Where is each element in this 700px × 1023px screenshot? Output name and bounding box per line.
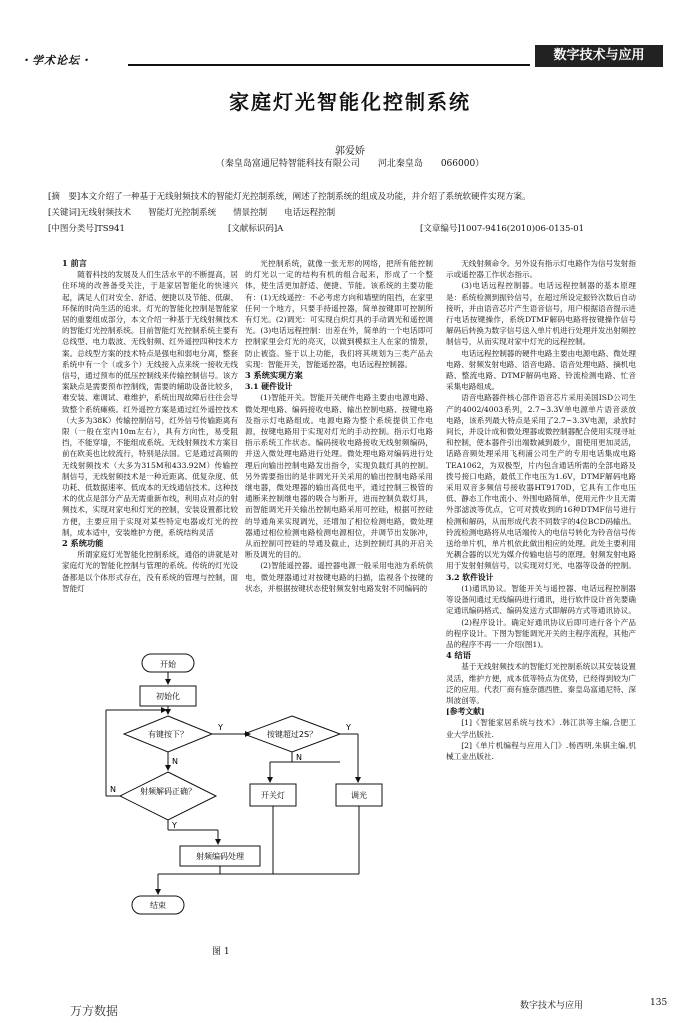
heading-hardware: 3.1 硬件设计 xyxy=(245,382,293,392)
paragraph: 随着科技的发展及人们生活水平的不断提高，居住环境的改善备受关注，于是家居智能化的快速兴起，满足人们对安全、舒适、便捷以及节能、低碳、环保的时尚生活的追求。灯光的智能化控制是智能家居的重要组成部分，本文介绍一种基于无线射频技术的智能灯光控制系统。目前智能灯光控制系统主要有总线型、电力载波、无线射频、红外遥控四种技术方案。总线型方案的技术特点是强电和弱电分离，整套系统中有一个（或多个）无线接入点来统一接收无线信号，通过预布的低压控制线来传输控制信号。该方案缺点是需要预布控制线，需要的辅助设备比较多，难安装、难调试、难维护，系统出现故障后往往会导致整个系统瘫痪。红外遥控方案是通过红外遥控技术（大多为38K）传输控制信号，红外信号传输距离有限（一般在室内10m左右），具有方向性，易受阻挡，不能穿墙，不能组成系统。无线射频技术方案目前在欧美也比较流行，特别是法国。它是通过高频的无线射频技术（大多为315M和433.92M）传输控制信号，无线射频技术是一种近距离、低复杂度、低功耗、低数据速率、低成本的无线通信技术。这种技术的优点是部分产品无需重新布线，利用点对点的射频技术，实现对家电和灯光的控制，安装设置都比较方便，主要应用于实现对某些特定电器或灯光的控制，成本适中，安装维护方便，系统结构灵活 xyxy=(62,270,238,537)
paragraph: 无线射频命令。另外设有指示灯电路作为信号发射指示或遥控器工作状态指示。 xyxy=(446,259,636,280)
start-label: 开始 xyxy=(160,660,176,669)
paragraph: (2)智能遥控器。遥控器电源一般采用电池为系统供电，微处理器通过对按键电路的扫描，监视各个按键的状态，并根据按键状态使射频发射电路发射不同编码的 xyxy=(245,561,433,593)
key-held-label: 按键超过2S？ xyxy=(266,730,318,739)
clc-number: [中图分类号]TS941 xyxy=(48,224,125,234)
heading-references: [参考文献] xyxy=(446,707,485,717)
init-label: 初始化 xyxy=(156,692,180,701)
affiliation: （秦皇岛富通尼特智能科技有限公司 河北秦皇岛 066000） xyxy=(215,159,485,169)
heading-conclusion: 4 结语 xyxy=(446,650,471,661)
heading-software: 3.2 软件设计 xyxy=(446,572,494,582)
header-rule xyxy=(128,64,530,66)
heading-functions: 2 系统功能 xyxy=(62,538,104,549)
abstract: [摘 要]本文介绍了一种基于无线射频技术的智能灯光控制系统，阐述了控制系统的组成及功能，并介绍了系统软硬件实现方案。 xyxy=(48,192,531,202)
paragraph: 基于无线射频技术的智能灯光控制系统以其安装设置灵活，维护方便，成本低等特点为优势，已经得到较为广泛的应用。代表厂商有施奈德西胜、秦皇岛富通尼特、深圳波创等。 xyxy=(446,662,636,705)
rf-process-label: 射频编码处理 xyxy=(196,852,244,861)
column-1 xyxy=(62,258,238,650)
flowchart-figure xyxy=(100,650,440,950)
yes-label: Y xyxy=(346,723,351,732)
yes-label: Y xyxy=(172,821,177,830)
page-number: 135 xyxy=(650,998,668,1008)
paragraph: 语音电路器件核心部件语音芯片采用美国ISD公司生产的4002/4003系列，2.7~3.3V单电源单片语音录放电路，该系列最大特点是采用了2.7~3.3V电源，录放时间长，并设计成和微处理器或微控制器配合使用实现寻址和控制，使本器件引出端数减到最少，面使用更加灵活，话路音频处理采用飞利浦公司生产的专用电话集成电路TEA1062，为双极型，片内包含通话所需的全部电路及拨号接口电路，最低工作电压为1.6V，DTMF解码电路采用双音多频信号接收器HT9170D，它具有工作电压低、静态工作电流小、外围电路简单，使用元件少且无需外部滤波等优点，它可对拨收到的16种DTMF信号进行检测和解码，从而形成代表不同数字的4位BCD码输出。铃流检测电路将从电话端传入的电信号转化为铃音信号传送给单片机，单片机依此做出相应的处理。此处主要利用光耦合器的以光为媒介传输电信号的原理。射频发射电路用于发射射频信号，以实现对灯光、电器等设备的控制。 xyxy=(446,393,636,571)
paragraph: (2)程序设计。确定好通讯协议后即可进行各个产品的程序设计。下图为智能调光开关的主程序流程，其他产品的程序不再一一介绍(图1)。 xyxy=(446,617,636,649)
keywords: [关键词]无线射频技术 智能灯光控制系统 情景控制 电话远程控制 xyxy=(48,208,336,218)
decode-label: 射频解码正确？ xyxy=(140,787,196,796)
heading-introduction: 1 前言 xyxy=(62,258,87,268)
paragraph: (1)智能开关。智能开关硬件电路主要由电源电路、微处理电路、编码接收电路、输出控制电路、按键电路及指示灯电路组成。电源电路为整个系统提供工作电源，按键电路用于实现对灯光的手动控制。指示灯电路指示系统工作状态。编码接收电路接收无线射频编码，并送入微处理电路进行处理。微处理电路对编码进行处理后向输出控制电路发出指令，实现负载灯具的控制。另外需要指出的是非调光开关采用的输出控制电路采用继电器，微处理器的输出高低电平，通过控制三极管的通断来控制继电器的吸合与断开，进而控制负载灯具，而智能调光开关输出控制电路采用可控硅，根据可控硅的导通角来实现调光，还增加了相位检测电路，微处理器通过相位检测电路检测电源相位，并调节出发脉冲，从而控制可控硅的导通及截止，达到控制灯具的开启关断及调光的目的。 xyxy=(245,393,433,560)
footer-journal: 数字技术与应用 xyxy=(520,1001,584,1011)
paragraph: (1)通讯协议。智能开关与遥控器、电话远程控制器等设备间通过无线编码进行通讯，进行软件设计首先要确定通讯编码格式、编码发送方式即解码方式等通讯协议。 xyxy=(446,583,636,616)
heading-implementation: 3 系统实现方案 xyxy=(245,370,303,381)
journal-tag: 数字技术与应用 xyxy=(535,45,663,67)
section-label: ・学术论坛・ xyxy=(20,54,92,67)
yes-label: Y xyxy=(218,723,223,732)
no-label: N xyxy=(172,757,178,766)
decode-decision xyxy=(120,772,216,820)
paragraph: 所谓家庭灯光智能化控制系统，通俗的讲就是对家庭灯光的智能化控制与管理的系统。传统的灯光设备都是以个体形式存在，没有系统的管理与控制，面智能灯 xyxy=(62,550,238,593)
paper-title: 家庭灯光智能化控制系统 xyxy=(229,90,471,114)
reference-item: [2]《单片机编程与应用入门》.杨西明,朱骐主编,机械工业出版社. xyxy=(446,740,636,761)
onoff-label: 开关灯 xyxy=(261,791,285,800)
column-2 xyxy=(245,258,433,650)
key-pressed-label: 有键按下？ xyxy=(148,730,188,739)
end-label: 结束 xyxy=(150,901,166,910)
figure-caption: 图 1 xyxy=(212,947,230,957)
column-3 xyxy=(446,258,636,970)
paragraph: (3)电话远程控制器。电话远程控制器的基本原理是：系统检测到振铃信号，在超过所设定振铃次数后自动接听，并由语音芯片产生语音信号，用户根据语音提示进行电话按键操作，系统DTMF解码电路将按键操作信号解码后转换为数字信号送入单片机进行处理并发出射频控制信号，从而实现对家中灯光的远程控制。 xyxy=(446,281,636,347)
reference-item: [1]《智能家居系统与技术》.韩江洪等主编,合肥工业大学出版社. xyxy=(446,718,636,739)
paragraph: 电话远程控制器的硬件电路主要由电源电路、微处理电路、射频发射电路、语音电路、语音处理电路、摘机电路、整流电路、DTMF解码电路、铃流检测电路、忙音采集电路组成。 xyxy=(446,348,636,392)
author: 郭爱娇 xyxy=(335,146,365,157)
article-number: [文章编号]1007-9416(2010)06-0135-01 xyxy=(420,224,585,234)
no-label: N xyxy=(110,785,116,794)
watermark: 万方数据 xyxy=(70,1004,119,1018)
no-label: N xyxy=(296,753,302,762)
paragraph: 光控制系统，就像一张无形的网络，把所有能控制的灯光以一定的结构有机的组合起来，形成了一个整体，使生活更加舒适、便捷、节能。该系统的主要功能有：(1)无线遥控：不必考虑方向和墙壁的阻挡，在家里任何一个地方，只要手持遥控器，简单按键即可控制所有灯光。(2)调光：可实现白炽灯具的手动调光和遥控调光。(3)电话远程控制：出差在外，简单的一个电话即可控制家里会灯光的亮灭，以做到模拟主人在家的情景，防止被盗。鉴于以上功能，我们将其规划为三类产品去实现：智能开关，智能遥控器，电话远程控制器。 xyxy=(245,259,433,369)
dim-label: 调光 xyxy=(351,791,367,800)
doc-code: [文献标识码]A xyxy=(228,224,284,234)
